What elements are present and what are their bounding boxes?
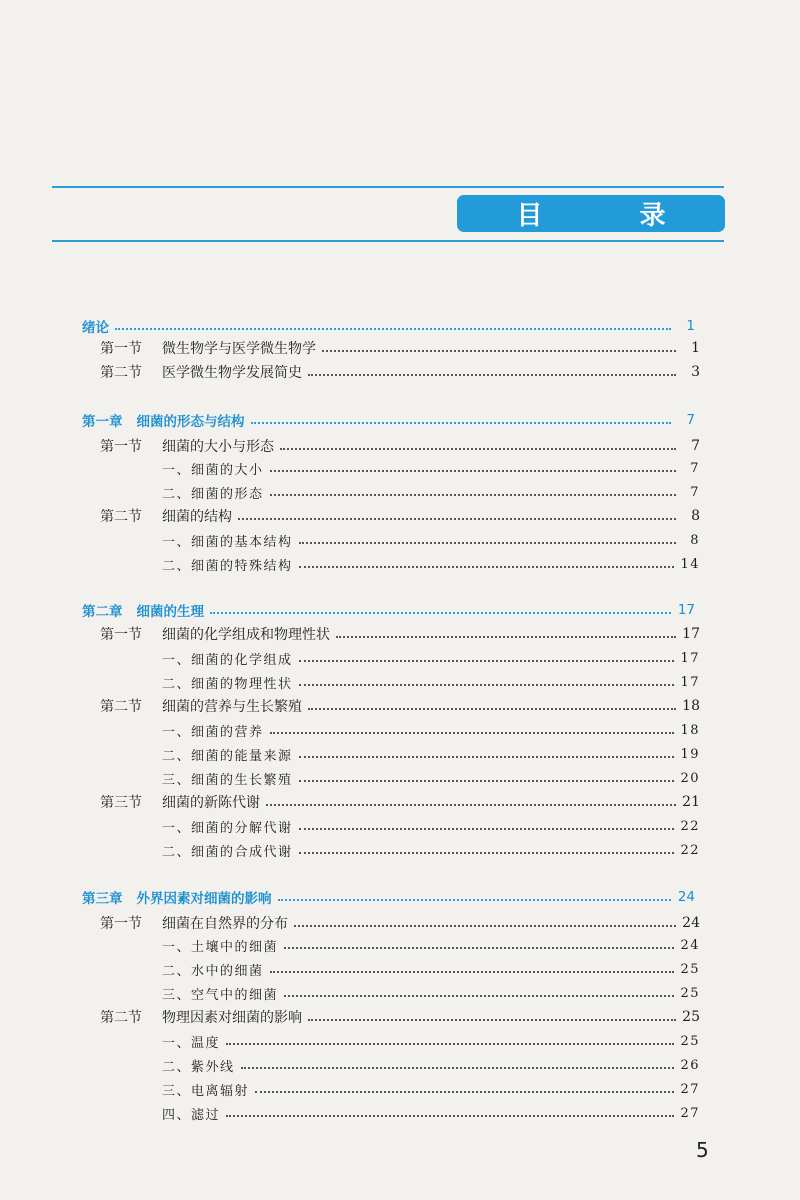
toc-entry-sub — [162, 456, 700, 480]
toc-entry-section — [100, 622, 700, 646]
toc-entry-page: 20 — [680, 770, 700, 786]
dot-leader — [299, 660, 675, 662]
toc-entry-title: 细菌的结构 — [162, 509, 232, 525]
toc-entry-title: 四、滤过 — [162, 1107, 221, 1123]
toc-entry-title: 细菌的大小与形态 — [162, 439, 274, 455]
dot-leader — [308, 1019, 676, 1021]
toc-entry-title: 一、细菌的分解代谢 — [162, 820, 293, 836]
toc-entry-title: 一、细菌的化学组成 — [162, 652, 293, 668]
toc-entry-label: 第二节 — [100, 1010, 142, 1026]
dot-leader — [270, 494, 676, 496]
toc-entry-page: 17 — [682, 626, 700, 642]
header-rule-bottom — [52, 240, 724, 242]
toc-entry-title: 微生物学与医学微生物学 — [162, 341, 316, 357]
toc-entry-title: 细菌的营养与生长繁殖 — [162, 699, 302, 715]
toc-entry-page: 17 — [680, 650, 700, 666]
toc-entry-title: 医学微生物学发展简史 — [162, 365, 302, 381]
toc-entry-page: 8 — [691, 508, 700, 524]
dot-leader — [299, 542, 676, 544]
toc-entry-label: 第一节 — [100, 439, 142, 455]
toc-entry-chapter — [82, 885, 695, 909]
toc-entry-label: 第三章 — [82, 891, 123, 907]
dot-leader — [255, 1091, 674, 1093]
toc-entry-page: 17 — [680, 674, 700, 690]
toc-entry-label: 第一节 — [100, 916, 142, 932]
toc-entry-title: 细菌的形态与结构 — [136, 414, 245, 430]
dot-leader — [299, 756, 675, 758]
toc-entry-page: 19 — [680, 746, 700, 762]
dot-leader — [270, 971, 675, 973]
toc-entry-page: 18 — [680, 722, 700, 738]
toc-entry-page: 24 — [677, 889, 695, 905]
toc-entry-page: 7 — [686, 412, 695, 428]
dot-leader — [294, 925, 676, 927]
toc-entry-section — [100, 1005, 700, 1029]
toc-entry-label: 第一章 — [82, 414, 123, 430]
dot-leader — [266, 804, 676, 806]
toc-entry-sub — [162, 933, 700, 957]
toc-entry-page: 18 — [682, 698, 700, 714]
dot-leader — [308, 708, 676, 710]
toc-entry-page: 24 — [680, 937, 700, 953]
dot-leader — [226, 1043, 674, 1045]
toc-entry-page: 8 — [690, 532, 700, 548]
toc-entry-sub — [162, 552, 700, 576]
toc-entry-section — [100, 434, 700, 458]
toc-entry-page: 3 — [691, 364, 700, 380]
toc-entry-title: 三、空气中的细菌 — [162, 987, 279, 1003]
dot-leader — [299, 566, 675, 568]
dot-leader — [299, 780, 675, 782]
toc-entry-title: 一、细菌的营养 — [162, 724, 264, 740]
dot-leader — [238, 518, 676, 520]
toc-entry-title: 三、电离辐射 — [162, 1083, 250, 1099]
toc-entry-page: 7 — [690, 484, 700, 500]
toc-entry-title: 细菌的生理 — [136, 604, 204, 620]
toc-entry-page: 21 — [682, 794, 700, 810]
toc-entry-label: 第三节 — [100, 795, 142, 811]
toc-entry-page: 22 — [680, 842, 700, 858]
toc-entry-page: 27 — [680, 1105, 700, 1121]
toc-entry-sub — [162, 646, 700, 670]
toc-entry-section — [100, 360, 700, 384]
toc-entry-page: 27 — [680, 1081, 700, 1097]
toc-entry-page: 25 — [682, 1009, 700, 1025]
dot-leader — [210, 612, 671, 614]
toc-entry-title: 二、紫外线 — [162, 1059, 235, 1075]
toc-entry-sub — [162, 1101, 700, 1125]
toc-entry-title: 二、细菌的特殊结构 — [162, 558, 293, 574]
toc-entry-title: 一、细菌的大小 — [162, 462, 264, 478]
toc-entry-sub — [162, 528, 700, 552]
toc-entry-title: 细菌的化学组成和物理性状 — [162, 627, 330, 643]
toc-entry-chapter — [82, 598, 695, 622]
toc-entry-sub — [162, 718, 700, 742]
toc-entry-page: 25 — [680, 985, 700, 1001]
toc-entry-title: 二、细菌的形态 — [162, 486, 264, 502]
toc-entry-chapter — [82, 408, 695, 432]
toc-entry-page: 26 — [680, 1057, 700, 1073]
header-rule-top — [52, 186, 724, 188]
toc-entry-page: 7 — [690, 460, 700, 476]
toc-entry-sub — [162, 1029, 700, 1053]
toc-entry-page: 25 — [680, 961, 700, 977]
toc-entry-sub — [162, 1053, 700, 1077]
dot-leader — [270, 732, 675, 734]
dot-leader — [322, 350, 676, 352]
toc-entry-sub — [162, 957, 700, 981]
toc-entry-sub — [162, 838, 700, 862]
toc-entry-title: 一、土壤中的细菌 — [162, 939, 279, 955]
toc-entry-section — [100, 694, 700, 718]
dot-leader — [270, 470, 676, 472]
dot-leader — [115, 328, 671, 330]
toc-entry-title: 二、细菌的合成代谢 — [162, 844, 293, 860]
toc-entry-title: 细菌在自然界的分布 — [162, 916, 288, 932]
toc-entry-label: 第二章 — [82, 604, 123, 620]
toc-title: 目 录 — [516, 201, 710, 231]
toc-entry-sub — [162, 742, 700, 766]
toc-entry-title: 一、细菌的基本结构 — [162, 534, 293, 550]
toc-entry-section — [100, 504, 700, 528]
toc-entry-chapter — [82, 314, 695, 338]
toc-entry-title: 物理因素对细菌的影响 — [162, 1010, 302, 1026]
toc-entry-section — [100, 911, 700, 935]
toc-title-box — [457, 195, 725, 232]
dot-leader — [251, 422, 672, 424]
dot-leader — [241, 1067, 675, 1069]
dot-leader — [226, 1115, 674, 1117]
toc-entry-sub — [162, 1077, 700, 1101]
toc-entry-title: 细菌的新陈代谢 — [162, 795, 260, 811]
toc-entry-page: 25 — [680, 1033, 700, 1049]
page-number: 5 — [696, 1138, 709, 1162]
toc-entry-page: 17 — [677, 602, 695, 618]
toc-entry-title: 二、水中的细菌 — [162, 963, 264, 979]
toc-entry-section — [100, 336, 700, 360]
dot-leader — [336, 636, 676, 638]
dot-leader — [299, 684, 675, 686]
dot-leader — [284, 995, 674, 997]
toc-entry-page: 24 — [682, 915, 700, 931]
toc-entry-sub — [162, 670, 700, 694]
dot-leader — [299, 828, 675, 830]
dot-leader — [308, 374, 676, 376]
toc-entry-sub — [162, 981, 700, 1005]
toc-entry-label: 第二节 — [100, 509, 142, 525]
toc-entry-sub — [162, 814, 700, 838]
dot-leader — [278, 899, 672, 901]
toc-entry-label: 第一节 — [100, 341, 142, 357]
dot-leader — [284, 947, 674, 949]
toc-entry-section — [100, 790, 700, 814]
toc-entry-title: 二、细菌的物理性状 — [162, 676, 293, 692]
toc-entry-label: 绪论 — [82, 320, 109, 336]
toc-entry-page: 1 — [686, 318, 695, 334]
toc-entry-title: 外界因素对细菌的影响 — [136, 891, 272, 907]
toc-entry-page: 14 — [680, 556, 700, 572]
dot-leader — [299, 852, 675, 854]
toc-entry-label: 第二节 — [100, 699, 142, 715]
toc-entry-sub — [162, 480, 700, 504]
toc-entry-label: 第二节 — [100, 365, 142, 381]
toc-entry-sub — [162, 766, 700, 790]
toc-entry-page: 7 — [691, 438, 700, 454]
toc-entry-title: 一、温度 — [162, 1035, 221, 1051]
toc-entry-title: 三、细菌的生长繁殖 — [162, 772, 293, 788]
toc-entry-title: 二、细菌的能量来源 — [162, 748, 293, 764]
toc-entry-label: 第一节 — [100, 627, 142, 643]
toc-entry-page: 22 — [680, 818, 700, 834]
toc-entry-page: 1 — [691, 340, 700, 356]
dot-leader — [280, 448, 676, 450]
